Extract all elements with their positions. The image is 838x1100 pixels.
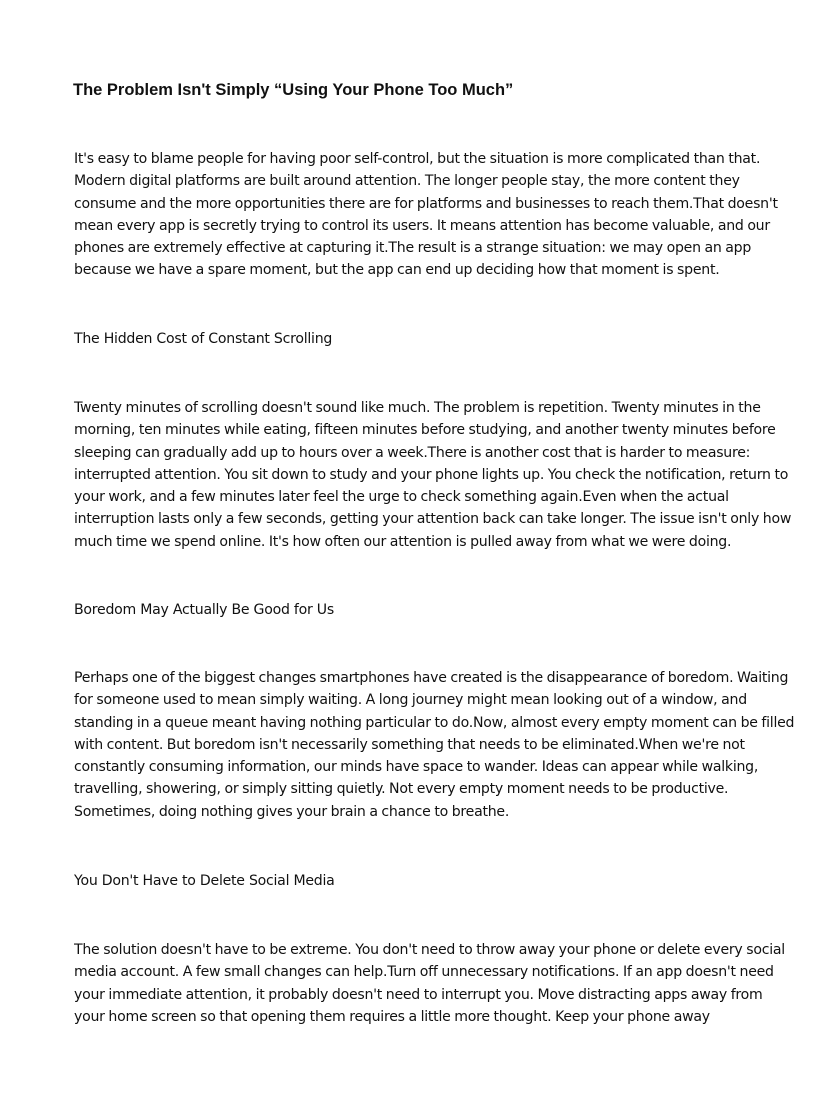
paragraph-intro: It's easy to blame people for having poor self-control, but the situation is more complicated than that. Modern digital platforms are built around attention. The longer people stay, the more content they consume and the more opportunities there are for platforms and businesses to reach them.That doesn't mean every app is secretly trying to control its users. It means attention has become valuable, and our phones are extremely effective at capturing it.The result is a strange situation: we may open an app because we have a spare moment, but the app can end up deciding how that moment is spent. (74, 151, 778, 279)
section-heading-boredom: Boredom May Actually Be Good for Us (74, 602, 334, 618)
section-heading-social-media: You Don't Have to Delete Social Media (74, 873, 335, 889)
paragraph-hidden-cost: Twenty minutes of scrolling doesn't sound like much. The problem is repetition. Twenty minutes in the morning, ten minutes while eating, fifteen minutes before studying, and another twenty minutes before sleeping can gradually add up to hours over a week.There is another cost that is harder to measure: interrupted attention. You sit down to study and your phone lights up. You check the notification, return to your work, and a few minutes later feel the urge to check something again.Even when the actual interruption lasts only a few seconds, getting your attention back can take longer. The issue isn't only how much time we spend online. It's how often our attention is pulled away from what we were doing. (74, 400, 792, 550)
document-title: The Problem Isn't Simply “Using Your Phone Too Much” (73, 81, 514, 99)
paragraph-social-media: The solution doesn't have to be extreme. You don't need to throw away your phone or delete every social media account. A few small changes can help.Turn off unnecessary notifications. If an app doesn't need your immediate attention, it probably doesn't need to interrupt you. Move distracting apps away from your home screen so that opening them requires a little more thought. Keep your phone away (74, 942, 785, 1025)
paragraph-boredom: Perhaps one of the biggest changes smartphones have created is the disappearance of boredom. Waiting for someone used to mean simply waiting. A long journey might mean looking out of a window, and standing in a queue meant having nothing particular to do.Now, almost every empty moment can be filled with content. But boredom isn't necessarily something that needs to be eliminated.When we're not constantly consuming information, our minds have space to wander. Ideas can appear while walking, travelling, showering, or simply sitting quietly. Not every empty moment needs to be productive. Sometimes, doing nothing gives your brain a chance to breathe. (74, 670, 795, 820)
section-heading-hidden-cost: The Hidden Cost of Constant Scrolling (74, 331, 333, 347)
